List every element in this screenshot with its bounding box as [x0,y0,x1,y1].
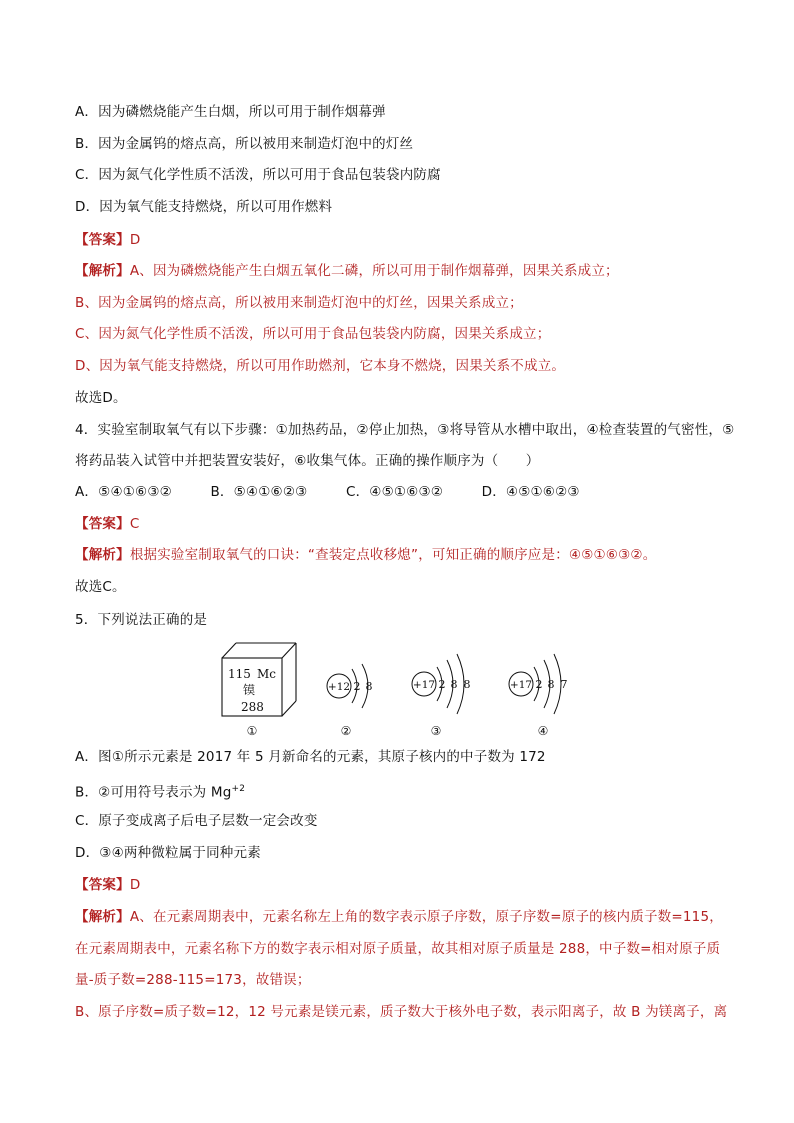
shell-electron-count: 8 [365,680,373,693]
atom-diagram-2 [327,664,373,708]
q3-analysis-line2: B、因为金属钨的熔点高，所以被用来制造灯泡中的灯丝，因果关系成立； [75,295,523,311]
shell-electron-count: 2 [353,680,361,693]
shell-electron-count: 2 [438,678,446,691]
q5-option-b-superscript: +2 [231,784,246,794]
q5-analysis-line1 [75,908,723,926]
q4-stem-line2: 将药品装入试管中并把装置安装好，⑥收集气体。正确的操作顺序为（ ） [75,453,540,469]
answer-value: D [129,877,141,893]
q5-option-b-text: B．②可用符号表示为 Mg [75,784,232,801]
q3-option-d: D．因为氧气能支持燃烧，所以可用作燃料 [75,199,333,215]
analysis-tag: 【解析】 [75,909,130,925]
q5-option-a: A．图①所示元素是 2017 年 5 月新命名的元素，其原子核内的中子数为 172 [75,749,546,765]
figure-label-4: ④ [537,724,549,738]
shell-electron-count: 7 [560,678,568,691]
figure-label-2: ② [340,724,352,738]
q4-option-c: C．④⑤①⑥③② [345,484,444,500]
q4-option-a: A．⑤④①⑥③② [75,484,172,500]
shell-electron-count: 8 [547,678,555,691]
q5-stem: 5．下列说法正确的是 [75,612,208,628]
q3-conclusion: 故选D。 [75,390,127,406]
shell-electron-count: 8 [463,678,471,691]
element-number: 115 [228,667,251,681]
analysis-tag: 【解析】 [75,547,130,563]
shell-electron-count: 2 [535,678,543,691]
q5-analysis-line4: B、原子序数=质子数=12，12 号元素是镁元素，质子数大于核外电子数，表示阳离子，故 B 为镁离子，离 [75,1004,728,1020]
q5-option-b [75,780,245,802]
q4-option-d: D．④⑤①⑥②③ [481,484,580,500]
q5-option-d: D．③④两种微粒属于同种元素 [75,845,261,861]
element-mass: 288 [241,700,264,714]
element-name: 镆 [243,683,256,697]
q5-option-c: C．原子变成离子后电子层数一定会改变 [75,813,318,829]
answer-value: C [129,516,140,532]
nucleus-charge: +12 [327,681,351,693]
answer-tag: 【答案】 [75,232,130,248]
shell-electron-count: 8 [450,678,458,691]
q4-conclusion: 故选C。 [75,579,126,595]
nucleus-charge: +17 [412,679,436,691]
nucleus-charge: +17 [509,679,533,691]
element-symbol: Mc [257,667,277,681]
q3-analysis-line3: C、因为氮气化学性质不活泼，所以可用于食品包装袋内防腐，因果关系成立； [75,326,551,342]
q3-option-b: B．因为金属钨的熔点高，所以被用来制造灯泡中的灯丝 [75,136,414,152]
answer-value: D [129,232,141,248]
q3-option-a: A．因为磷燃烧能产生白烟，所以可用于制作烟幕弹 [75,104,386,120]
answer-tag: 【答案】 [75,516,130,532]
q5-analysis-line2: 在元素周期表中，元素名称下方的数字表示相对原子质量，故其相对原子质量是 288，中子数=相对原子质 [75,941,721,957]
q3-option-c: C．因为氮气化学性质不活泼，所以可用于食品包装袋内防腐 [75,167,441,183]
analysis-text: 根据实验室制取氧气的口诀：“查装定点收移熄”，可知正确的顺序应是：④⑤①⑥③②。 [129,547,657,563]
figure-label-1: ① [246,724,258,738]
q5-answer-line [75,876,140,894]
analysis-text: A、在元素周期表中，元素名称左上角的数字表示原子序数，原子序数=原子的核内质子数=115， [129,909,723,925]
answer-tag: 【答案】 [75,877,130,893]
q3-analysis-line4: D、因为氧气能支持燃烧，所以可用作助燃剂，它本身不燃烧，因果关系不成立。 [75,358,566,374]
q5-analysis-line3: 量-质子数=288-115=173，故错误； [75,972,311,988]
q4-stem-line1: 4．实验室制取氧气有以下步骤：①加热药品，②停止加热，③将导管从水槽中取出，④检查装置的气密性，⑤ [75,422,735,438]
figure-label-3: ③ [430,724,442,738]
analysis-text: A、因为磷燃烧能产生白烟五氧化二磷，所以可用于制作烟幕弹，因果关系成立； [129,263,619,279]
atom-diagram-4 [509,654,568,714]
q4-option-b: B．⑤④①⑥②③ [210,484,308,500]
atom-diagram-3 [412,654,471,714]
analysis-tag: 【解析】 [75,263,130,279]
